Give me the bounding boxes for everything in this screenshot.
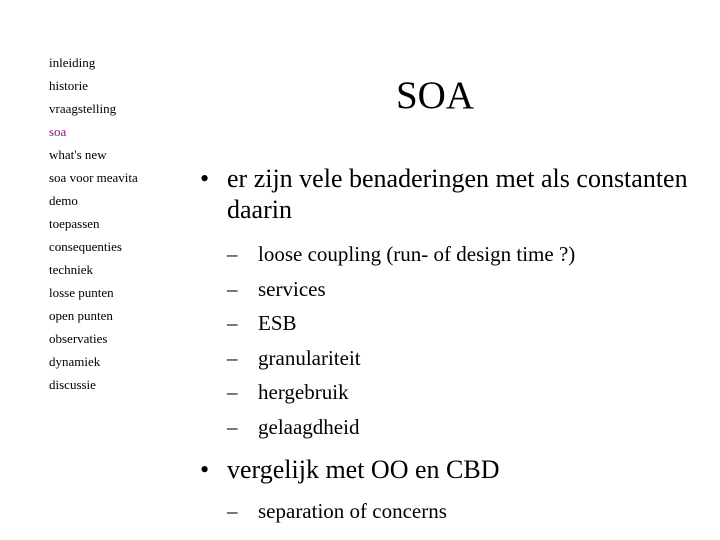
sub-bullet-list <box>200 494 710 529</box>
nav-item-consequenties[interactable]: consequenties <box>49 239 122 254</box>
sub-bullet-marker: – <box>227 345 238 370</box>
bullet-item <box>200 163 710 225</box>
bullet-marker: • <box>200 164 210 193</box>
bullet-marker: • <box>200 455 210 484</box>
sub-bullet-text: ESB <box>258 311 297 335</box>
sub-bullet-item <box>200 410 710 445</box>
sub-bullet-item <box>200 341 710 376</box>
nav-item-inleiding[interactable]: inleiding <box>49 55 96 70</box>
bullet-item <box>200 454 710 485</box>
slide-title: SOA <box>395 74 475 117</box>
sidebar-nav <box>49 51 199 396</box>
nav-item-soa-voor-meavita[interactable]: soa voor meavita <box>49 170 138 185</box>
sub-bullet-item <box>200 237 710 272</box>
sub-bullet-text: granulariteit <box>258 345 361 370</box>
sub-bullet-text: services <box>258 276 326 301</box>
nav-item-losse-punten[interactable]: losse punten <box>49 285 114 300</box>
sub-bullet-text: loose coupling (run- of design time ?) <box>258 242 576 266</box>
sub-bullet-item <box>200 272 710 307</box>
nav-item-demo[interactable]: demo <box>49 193 78 208</box>
sub-bullet-item <box>200 306 710 341</box>
nav-item-dynamiek[interactable]: dynamiek <box>49 354 101 369</box>
nav-item-soa[interactable]: soa <box>49 124 67 139</box>
nav-item-techniek[interactable]: techniek <box>49 262 94 277</box>
sub-bullet-list <box>200 237 710 444</box>
sub-bullet-marker: – <box>227 311 238 335</box>
bullet-text: er zijn vele benaderingen met als constanten daarin <box>227 164 688 224</box>
nav-item-toepassen[interactable]: toepassen <box>49 216 100 231</box>
sub-bullet-marker: – <box>227 499 238 523</box>
bullet-text: vergelijk met OO en CBD <box>227 455 500 484</box>
nav-item-discussie[interactable]: discussie <box>49 377 96 392</box>
sub-bullet-text: hergebruik <box>258 380 349 404</box>
nav-item-whats-new[interactable]: what's new <box>49 147 107 162</box>
nav-item-observaties[interactable]: observaties <box>49 331 108 346</box>
sub-bullet-marker: – <box>227 414 238 439</box>
sub-bullet-text: gelaagdheid <box>258 414 360 439</box>
slide-content <box>200 163 710 529</box>
sub-bullet-marker: – <box>227 276 238 301</box>
sub-bullet-marker: – <box>227 242 238 266</box>
nav-item-open-punten[interactable]: open punten <box>49 308 113 323</box>
sub-bullet-item <box>200 375 710 410</box>
nav-item-historie[interactable]: historie <box>49 78 88 93</box>
nav-item-vraagstelling[interactable]: vraagstelling <box>49 101 117 116</box>
sub-bullet-item <box>200 494 710 529</box>
sub-bullet-text: separation of concerns <box>258 499 447 523</box>
sub-bullet-marker: – <box>227 380 238 404</box>
